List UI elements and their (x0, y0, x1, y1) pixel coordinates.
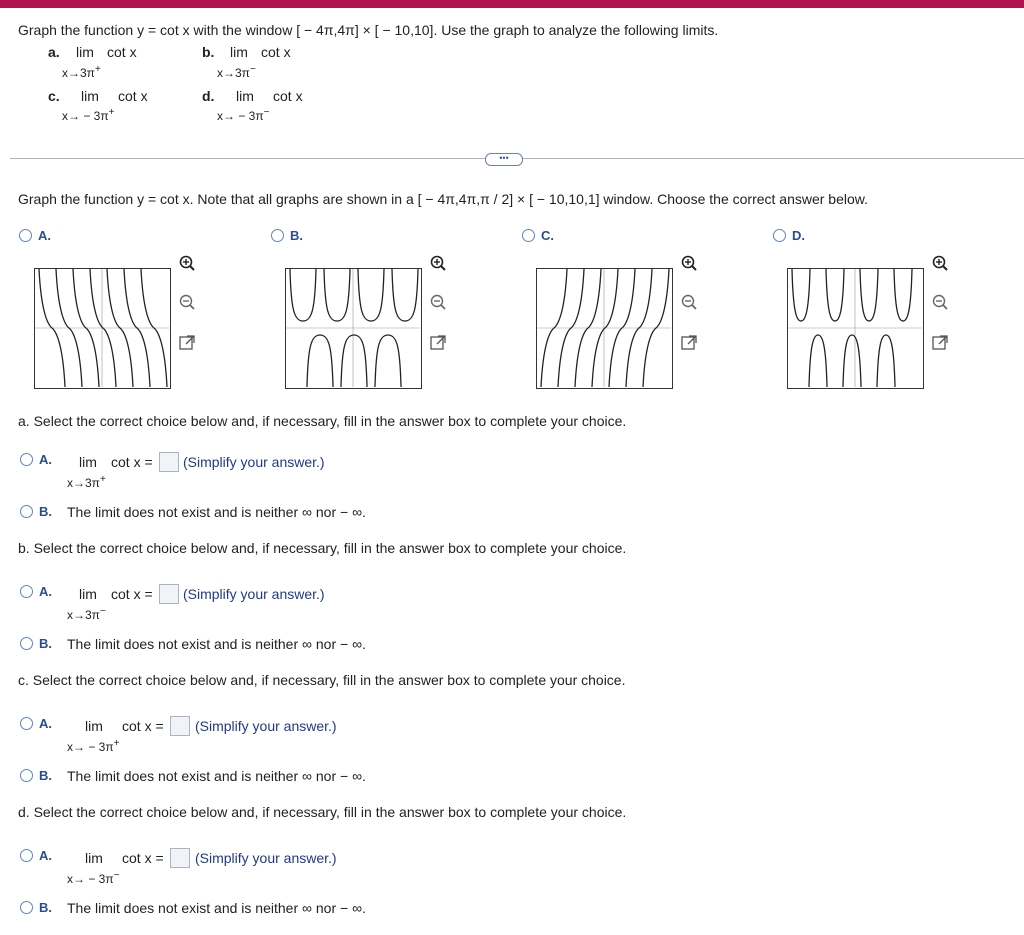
graph-a-plot (35, 269, 169, 387)
intro-c-lim: lim (81, 88, 99, 104)
part-c-option-b-text: The limit does not exist and is neither ∞ nor − ∞. (67, 768, 366, 784)
part-d-option-a-radio[interactable] (20, 849, 33, 862)
part-d-option-b-text: The limit does not exist and is neither ∞ nor − ∞. (67, 900, 366, 916)
graph-option-c-radio[interactable] (522, 229, 535, 242)
intro-a-letter: a. (48, 44, 60, 60)
graph-b (285, 268, 422, 389)
intro-b-letter: b. (202, 44, 215, 60)
graph-question: Graph the function y = cot x. Note that all graphs are shown in a [ − 4π,4π,π / 2] × [ − 10,10,1] window. Choose the correct answer below. (18, 191, 869, 207)
part-b-option-b-text: The limit does not exist and is neither ∞ nor − ∞. (67, 636, 366, 652)
intro-a-fn: cot x (107, 44, 137, 60)
graph-option-d-radio[interactable] (773, 229, 786, 242)
graph-option-a-radio[interactable] (19, 229, 32, 242)
part-d-lim: lim (85, 850, 103, 866)
graph-c-zoom-in-icon[interactable] (680, 254, 698, 272)
graph-d-external-link-icon[interactable] (931, 333, 949, 351)
graph-c (536, 268, 673, 389)
graph-c-external-link-icon[interactable] (680, 333, 698, 351)
graph-option-d-label[interactable]: D. (792, 228, 805, 243)
intro-a-sub: x→3π+ (62, 64, 101, 80)
part-a-option-a-label[interactable]: A. (39, 452, 52, 467)
part-b-option-b-label[interactable]: B. (39, 636, 52, 651)
part-c-hint: (Simplify your answer.) (195, 718, 337, 734)
intro-d-sub: x→ − 3π− (217, 107, 270, 123)
part-c-option-a-radio[interactable] (20, 717, 33, 730)
part-b-sub: x→3π− (67, 606, 106, 622)
part-d-sub: x→ − 3π− (67, 870, 120, 886)
part-d-option-b-label[interactable]: B. (39, 900, 52, 915)
part-b-prompt: b. Select the correct choice below and, if necessary, fill in the answer box to complete your choice. (18, 540, 627, 556)
intro-a-lim: lim (76, 44, 94, 60)
part-b-option-b-radio[interactable] (20, 637, 33, 650)
intro-d-lim: lim (236, 88, 254, 104)
top-accent-bar (0, 0, 1024, 8)
graph-b-plot (286, 269, 420, 387)
part-b-fn: cot x = (111, 586, 153, 602)
intro-c-sub: x→ − 3π+ (62, 107, 115, 123)
part-b-hint: (Simplify your answer.) (183, 586, 325, 602)
graph-option-b-radio[interactable] (271, 229, 284, 242)
part-a-option-b-radio[interactable] (20, 505, 33, 518)
graph-d-plot (788, 269, 922, 387)
graph-option-a-label[interactable]: A. (38, 228, 51, 243)
part-a-fn: cot x = (111, 454, 153, 470)
part-c-lim: lim (85, 718, 103, 734)
part-b-option-a-radio[interactable] (20, 585, 33, 598)
part-d-option-b-radio[interactable] (20, 901, 33, 914)
graph-b-zoom-in-icon[interactable] (429, 254, 447, 272)
graph-b-zoom-out-icon[interactable] (429, 293, 447, 311)
part-a-sub: x→3π+ (67, 474, 106, 490)
part-a-hint: (Simplify your answer.) (183, 454, 325, 470)
part-b-answer-box[interactable] (159, 584, 179, 604)
part-a-prompt: a. Select the correct choice below and, if necessary, fill in the answer box to complete your choice. (18, 413, 627, 429)
part-c-option-b-label[interactable]: B. (39, 768, 52, 783)
graph-a (34, 268, 171, 389)
part-d-hint: (Simplify your answer.) (195, 850, 337, 866)
part-b-option-a-label[interactable]: A. (39, 584, 52, 599)
graph-a-zoom-in-icon[interactable] (178, 254, 196, 272)
intro-b-lim: lim (230, 44, 248, 60)
part-a-lim: lim (79, 454, 97, 470)
part-c-option-b-radio[interactable] (20, 769, 33, 782)
part-d-answer-box[interactable] (170, 848, 190, 868)
intro-d-fn: cot x (273, 88, 303, 104)
intro-text: Graph the function y = cot x with the window [ − 4π,4π] × [ − 10,10]. Use the graph to analyze the following limits. (18, 22, 719, 38)
part-d-fn: cot x = (122, 850, 164, 866)
part-a-option-b-label[interactable]: B. (39, 504, 52, 519)
intro-d-letter: d. (202, 88, 215, 104)
graph-b-external-link-icon[interactable] (429, 333, 447, 351)
part-a-option-b-text: The limit does not exist and is neither ∞ nor − ∞. (67, 504, 366, 520)
part-a-answer-box[interactable] (159, 452, 179, 472)
part-c-fn: cot x = (122, 718, 164, 734)
part-a-option-a-radio[interactable] (20, 453, 33, 466)
graph-d (787, 268, 924, 389)
graph-c-zoom-out-icon[interactable] (680, 293, 698, 311)
intro-c-letter: c. (48, 88, 60, 104)
graph-c-plot (537, 269, 671, 387)
part-c-option-a-label[interactable]: A. (39, 716, 52, 731)
part-c-answer-box[interactable] (170, 716, 190, 736)
part-d-option-a-label[interactable]: A. (39, 848, 52, 863)
part-c-prompt: c. Select the correct choice below and, if necessary, fill in the answer box to complete your choice. (18, 672, 626, 688)
intro-b-fn: cot x (261, 44, 291, 60)
graph-option-b-label[interactable]: B. (290, 228, 303, 243)
part-c-sub: x→ − 3π+ (67, 738, 120, 754)
expand-dots-button[interactable]: ••• (485, 153, 523, 166)
intro-b-sub: x→3π− (217, 64, 256, 80)
intro-c-fn: cot x (118, 88, 148, 104)
graph-d-zoom-out-icon[interactable] (931, 293, 949, 311)
part-d-prompt: d. Select the correct choice below and, if necessary, fill in the answer box to complete your choice. (18, 804, 627, 820)
part-b-lim: lim (79, 586, 97, 602)
graph-a-zoom-out-icon[interactable] (178, 293, 196, 311)
graph-d-zoom-in-icon[interactable] (931, 254, 949, 272)
graph-a-external-link-icon[interactable] (178, 333, 196, 351)
graph-option-c-label[interactable]: C. (541, 228, 554, 243)
